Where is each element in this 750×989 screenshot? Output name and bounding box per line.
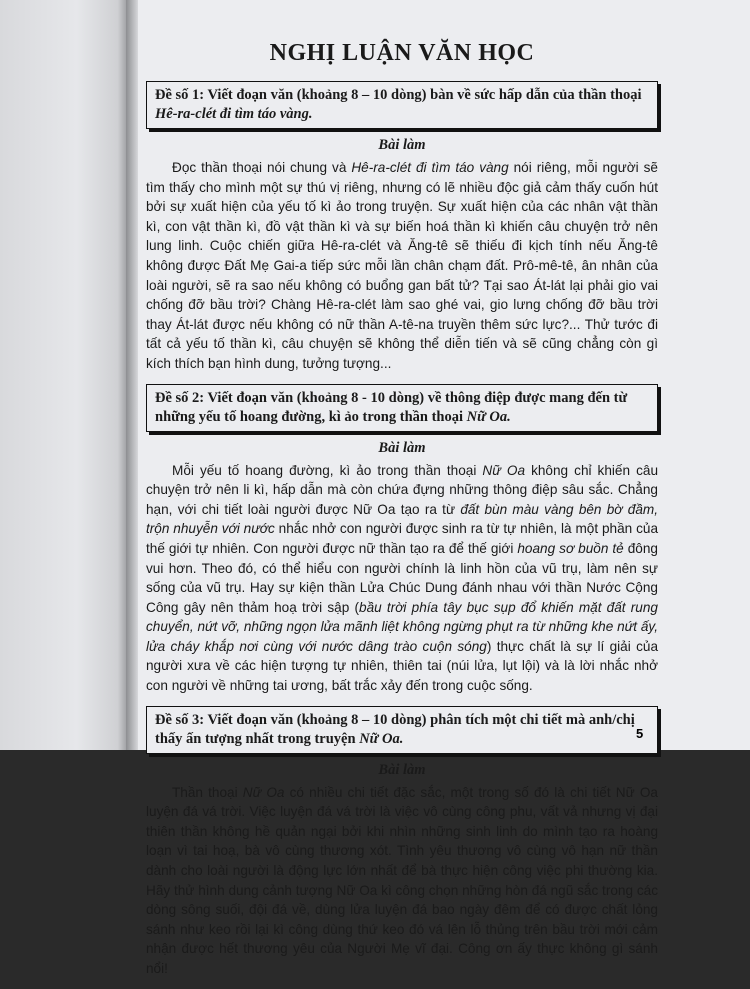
answer-3-paragraph — [146, 783, 658, 979]
answer-1-text-a: Đọc thần thoại nói chung và — [172, 160, 352, 175]
answer-2-text-4: đông vui hơn. Theo đó, có thể hiểu con người chính là linh hồn của vũ trụ, làm nên sự sống của vũ trụ. Hay sự kiện thần Lửa Chúc Dung đánh nhau với thần Nước Cộng Công gây nên thảm hoạ trời sập ( — [146, 540, 658, 615]
answer-2-text-3: nhắc nhở con người được sinh ra từ tự nhiên, là một phần của thế giới tự nhiên. Con người được nữ thần tạo ra để thế giới — [146, 521, 659, 556]
previous-page-edge — [0, 0, 128, 750]
answer-1-text-b: nói riêng, mỗi người sẽ tìm thấy cho mình một sự thú vị riêng, nhưng có lẽ nhiều độc giả cảm thấy cuốn hút bởi sự xuất hiện của yếu tố kì ảo trong truyện. Sự xuất hiện của các nhân vật thần kì, con vật thần kì, đồ vật thần kì và sự biến hoá thần kì khiến câu chuyện trở nên lung linh. Cuộc chiến giữa Hê-ra-clét và Ăng-tê sẽ thiếu đi kịch tính nếu Ăng-tê không được Đất Mẹ Gai-a tiếp sức mỗi lần chân chạm đất. Prô-mê-tê, ân nhân của loài người, sẽ ra sao nếu không có buổng gan bất tử? Tại sao Át-lát lại phải gio vai chống đỡ bầu trời? Chàng Hê-ra-clét làm sao ghé vai, gio lưng chống đỡ bầu trời thay Át-lát được nếu không có nữ thần A-tê-na truyền thêm sức lực?... Thử tước đi tất cả yếu tố thần kì, câu chuyện sẽ không thể diễn tiến và sẽ cũng chẳng còn gì kích thích bạn hình dung, tưởng tượng... — [146, 160, 658, 371]
answer-2-text-2: không chỉ khiến câu chuyện trở nên li kì, hấp dẫn mà còn chứa đựng những thông điệp sâu sắc. Chẳng hạn, với chi tiết loài người được Nữ Oa tạo ra từ — [146, 462, 659, 517]
question-3-box — [146, 706, 658, 754]
question-2-box — [146, 384, 658, 432]
question-1-work-title: Hê-ra-clét đi tìm táo vàng. — [155, 106, 313, 122]
answer-1-work-title: Hê-ra-clét đi tìm táo vàng — [351, 160, 509, 175]
answer-2-text-5: ) thực chất là sự lí giải của người xưa về các hiện tượng tự nhiên, thiên tai (núi lửa, lụt lội) và là lời nhắc nhở con người về những tai ương, bất trắc xảy đến trong cuộc sống. — [146, 638, 659, 694]
question-3-text: Đề số 3: Viết đoạn văn (khoảng 8 – 10 dòng) phân tích một chi tiết mà anh/chị thấy ấn tượng nhất trong truyện — [155, 711, 635, 747]
page-content — [146, 40, 658, 989]
answer-2-paragraph — [146, 461, 658, 696]
answer-3-label: Bài làm — [378, 761, 426, 778]
answer-2-em-4: bầu trời phía tây bục sụp đổ khiến mặt đất rung chuyển, nứt vỡ, những ngọn lửa mãnh liệt không ngừng phụt ra từ những khe nứt ấy, lửa cháy khắp nơi cùng với nước dâng trào cuộn sóng — [146, 599, 658, 654]
page-title: NGHỊ LUẬN VĂN HỌC — [269, 40, 535, 66]
question-3-work-title: Nữ Oa. — [359, 730, 404, 747]
page-number: 5 — [636, 726, 644, 741]
question-2-work-title: Nữ Oa. — [466, 408, 511, 425]
answer-3-text-2: có nhiều chi tiết đặc sắc, một trong số đó là chi tiết Nữ Oa luyện đá vá trời. Việc luyện đá vá trời là việc vô cùng công phu, vất vả nhưng vị đại thiên thần không hề quản ngại bởi khi nhìn những sinh linh do mình tạo ra hoàng loạn vì tai hoạ, bà vô cùng thương xót. Tình yêu thương vô cùng vô hạn nữ thần dành cho loài người là động lực lớn nhất để bà thực hiện công việc phi thường kia. Hãy thử hình dung cảnh tượng Nữ Oa kì công chọn những hòn đá ngũ sắc trong các dòng sông suối, đội đá về, dùng lửa luyện đá bao ngày đêm để có được chất lỏng sánh như keo rồi lại kì công dùng thứ keo đó vá lên lỗ thủng trên bầu trời mới cảm nhận được hết thương yêu của Người Mẹ vĩ đại. Công ơn ấy thực không gì sánh nổi! — [146, 784, 658, 976]
answer-2-em-3: hoang sơ buồn tẻ — [517, 540, 624, 556]
question-1-text: Đề số 1: Viết đoạn văn (khoảng 8 – 10 dòng) bàn về sức hấp dẫn của thần thoại — [155, 87, 642, 103]
answer-3-text-1: Thần thoại — [172, 784, 243, 800]
answer-1-paragraph — [146, 158, 658, 374]
answer-2-text-1: Mỗi yếu tố hoang đường, kì ảo trong thần thoại — [172, 462, 483, 478]
answer-2-em-2: đất bùn màu vàng bên bờ đầm, trộn nhuyễn với nước — [146, 501, 658, 537]
question-1-box — [146, 81, 658, 129]
book-page — [138, 0, 750, 976]
answer-2-label: Bài làm — [378, 439, 426, 456]
answer-2-em-1: Nữ Oa — [482, 462, 526, 478]
question-2-text: Đề số 2: Viết đoạn văn (khoảng 8 - 10 dòng) về thông điệp được mang đến từ những yếu tố hoang đường, kì ảo trong thần thoại — [155, 389, 628, 425]
answer-1-label: Bài làm — [378, 137, 426, 153]
answer-3-em-1: Nữ Oa — [242, 784, 285, 800]
